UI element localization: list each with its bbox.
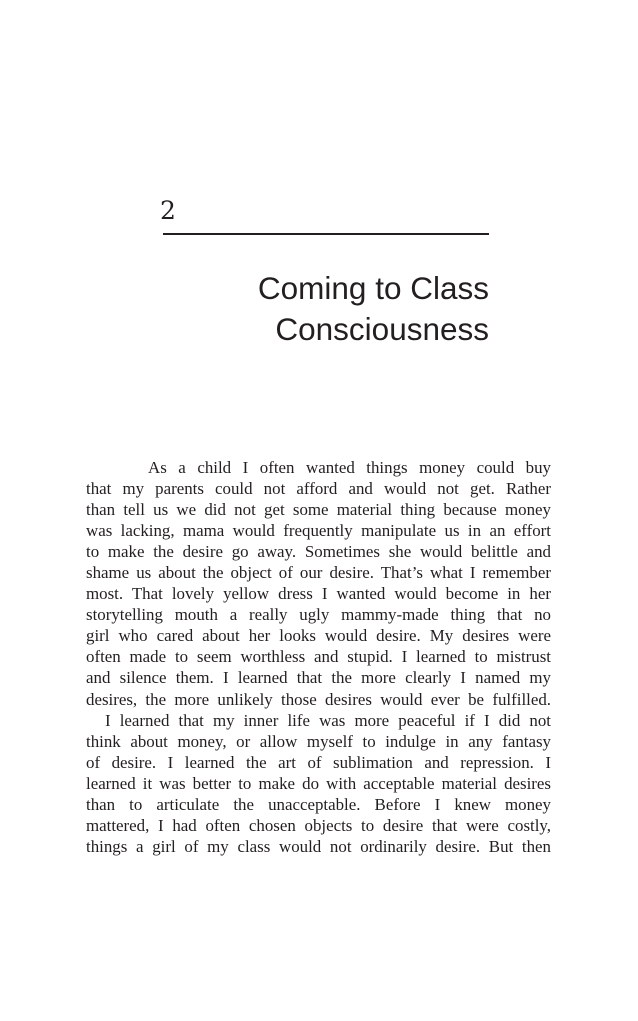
text-line: learned it was better to make do with acceptable material desires: [86, 773, 551, 793]
text-line: I learned that my inner life was more peaceful if I did not: [105, 710, 551, 730]
text-line: than to articulate the unacceptable. Before I knew money: [86, 794, 551, 814]
text-line: and silence them. I learned that the more clearly I named my: [86, 668, 551, 688]
text-line: most. That lovely yellow dress I wanted would become in her: [86, 584, 551, 604]
text-line: that my parents could not afford and would not get. Rather: [86, 479, 551, 499]
chapter-title: [163, 268, 489, 350]
text-line: things a girl of my class would not ordinarily desire. But then: [86, 836, 551, 856]
text-line: storytelling mouth a really ugly mammy-made thing that no: [86, 605, 551, 625]
text-line: often made to seem worthless and stupid. I learned to mistrust: [86, 647, 551, 667]
chapter-title-line: Consciousness: [275, 311, 489, 347]
text-line: desires, the more unlikely those desires would ever be fulfilled.: [86, 689, 551, 709]
text-line: girl who cared about her looks would desire. My desires were: [86, 626, 551, 646]
paragraph-1: [86, 457, 551, 710]
text-line: As a child I often wanted things money could buy: [148, 458, 551, 477]
text-line: think about money, or allow myself to indulge in any fantasy: [86, 731, 551, 751]
body-text: [86, 457, 551, 857]
paragraph-2: [86, 710, 551, 857]
text-line: was lacking, mama would frequently manipulate us in an effort: [86, 521, 551, 541]
text-line: than tell us we did not get some material thing because money: [86, 500, 551, 520]
chapter-title-line: Coming to Class: [257, 270, 489, 306]
text-line: mattered, I had often chosen objects to desire that were costly,: [86, 815, 551, 835]
text-line: shame us about the object of our desire. That’s what I remember: [86, 563, 551, 583]
text-line: of desire. I learned the art of sublimation and repression. I: [86, 752, 551, 772]
text-line: to make the desire go away. Sometimes she would belittle and: [86, 542, 551, 562]
chapter-number: 2: [160, 196, 176, 225]
chapter-rule: [163, 233, 489, 235]
